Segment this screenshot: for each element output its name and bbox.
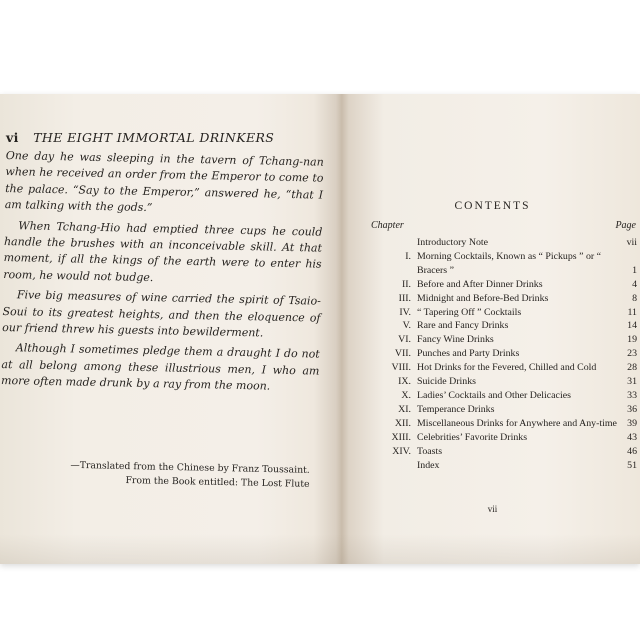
toc-entry (365, 319, 637, 333)
toc-entry (365, 431, 637, 445)
page-number: vi (6, 130, 19, 145)
chapter-title: Before and After Dinner Drinks (417, 278, 543, 290)
toc-entry (365, 292, 637, 306)
chapter-page: 39 (627, 417, 637, 429)
poem-text (1, 148, 324, 400)
chapter-title: “ Tapering Off ” Cocktails (417, 306, 522, 318)
paragraph: Five big measures of wine carried the spirit of Tsaio-Soui to its greatest heights, and then the eloquence of our friend threw his guests into bewilderment. (2, 288, 321, 340)
chapter-page: vii (626, 237, 637, 248)
chapter-title: Toasts (417, 445, 443, 457)
chapter-title: Midnight and Before-Bed Drinks (417, 292, 549, 304)
toc-entry (365, 417, 637, 431)
paragraph: Although I sometimes pledge them a draught I do not at all belong among these illustrious men, I who am more often made drunk by a ray from the moon. (0, 341, 320, 393)
chapter-page: 36 (627, 403, 637, 415)
chapter-title: Celebrities’ Favorite Drinks (417, 431, 528, 443)
chapter-number: XI. (398, 403, 411, 415)
chapter-number: XIII. (391, 431, 411, 443)
attribution-translator: —Translated from the Chinese by Franz Toussaint. (70, 459, 310, 476)
attribution-source: From the Book entitled: The Lost Flute (125, 475, 310, 490)
chapter-number: V. (402, 320, 411, 332)
chapter-number: I. (405, 250, 411, 262)
chapter-title: Hot Drinks for the Fevered, Chilled and Cold (417, 362, 597, 374)
toc-entry (365, 459, 637, 473)
right-page (345, 94, 640, 564)
chapter-number: III. (398, 292, 411, 304)
contents-heading: CONTENTS (454, 200, 531, 212)
paragraph: When Tchang-Hio had emptied three cups he could handle the brushes with an inconceivable skill. At that moment, if all the kings of the earth were to enter his room, he would not budge. (3, 218, 323, 284)
chapter-page: 1 (632, 264, 637, 276)
toc-entry (365, 236, 637, 250)
left-page (0, 94, 340, 564)
running-head (6, 130, 274, 145)
chapter-number: XIV. (392, 445, 411, 457)
chapter-title: Morning Cocktails, Known as “ Pickups ” or “ Bracers ” (417, 250, 602, 276)
open-book (0, 94, 640, 564)
chapter-page: 46 (627, 445, 637, 457)
chapter-number: IV. (399, 306, 411, 318)
chapter-page: 28 (627, 362, 637, 374)
table-of-contents (365, 236, 637, 472)
toc-entry (365, 278, 637, 292)
chapter-page: 43 (627, 431, 637, 443)
chapter-number: IX. (398, 376, 411, 388)
toc-entry (365, 250, 637, 278)
page-column-header: Page (615, 220, 636, 231)
chapter-page: 14 (627, 320, 637, 332)
toc-entry (365, 306, 637, 320)
toc-entry (365, 333, 637, 347)
chapter-title: Ladies’ Cocktails and Other Delicacies (417, 389, 571, 401)
toc-entry (365, 389, 637, 403)
chapter-number: X. (401, 389, 411, 401)
chapter-page: 19 (627, 334, 637, 346)
page-folio: vii (487, 504, 498, 514)
chapter-title: Suicide Drinks (417, 376, 476, 388)
chapter-number: VI. (398, 334, 411, 346)
chapter-page: 33 (627, 389, 637, 401)
chapter-title: Introductory Note (417, 237, 489, 248)
chapter-column-header: Chapter (371, 220, 404, 231)
attribution (29, 458, 310, 492)
chapter-page: 8 (632, 292, 637, 304)
chapter-page: 51 (627, 459, 637, 471)
chapter-number: VIII. (391, 362, 411, 374)
toc-entry (365, 361, 637, 375)
toc-entry (365, 403, 637, 417)
chapter-page: 4 (632, 278, 637, 290)
chapter-title: Fancy Wine Drinks (417, 334, 494, 346)
chapter-title: Rare and Fancy Drinks (417, 320, 509, 332)
toc-entry (365, 445, 637, 459)
chapter-page: 23 (627, 348, 637, 360)
chapter-number: II. (401, 278, 411, 290)
chapter-page: 31 (627, 376, 637, 388)
chapter-title: Miscellaneous Drinks for Anywhere and Any-time (417, 417, 617, 429)
chapter-title: Temperance Drinks (417, 403, 495, 415)
running-title: THE EIGHT IMMORTAL DRINKERS (33, 130, 275, 145)
chapter-number: VII. (394, 348, 411, 360)
toc-entry (365, 375, 637, 389)
toc-entry (365, 347, 637, 361)
chapter-title: Index (417, 459, 440, 471)
chapter-title: Punches and Party Drinks (417, 348, 520, 360)
chapter-number: XII. (394, 417, 411, 429)
chapter-page: 11 (627, 306, 637, 318)
paragraph: One day he was sleeping in the tavern of Tchang-nan when he received an order from the Emperor to come to the palace. “Say to the Emperor,” answered he, “that I am talking with the gods.” (4, 148, 324, 215)
